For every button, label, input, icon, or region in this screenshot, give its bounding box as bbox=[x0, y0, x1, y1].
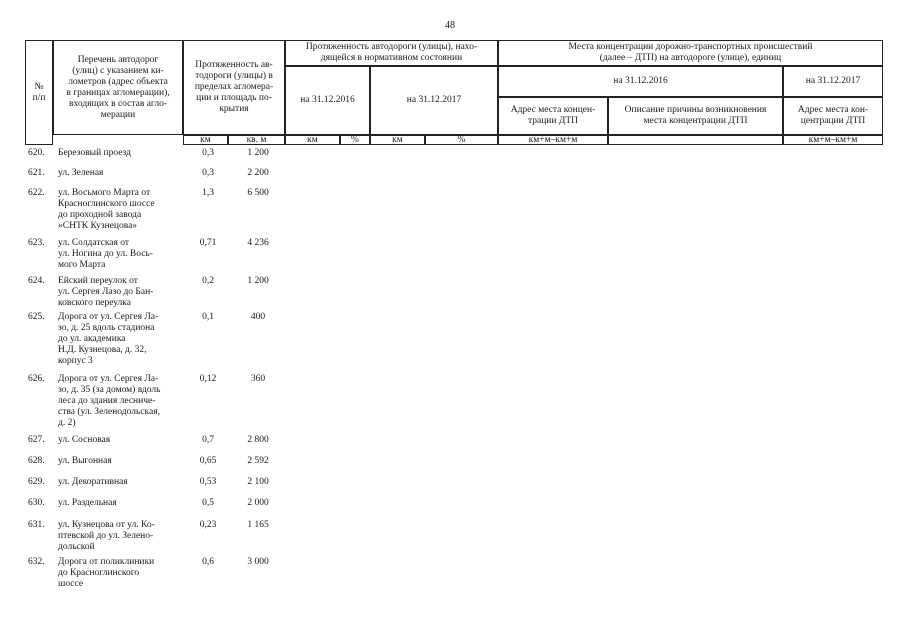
row-number: 631. bbox=[28, 520, 45, 530]
row-number: 627. bbox=[28, 435, 45, 445]
row-number: 621. bbox=[28, 168, 45, 178]
row-length-km: 0,5 bbox=[202, 498, 214, 508]
row-road-name: ул. Зеленая bbox=[58, 168, 104, 178]
header-normative: Протяженность автодороги (улицы), нахо- дящейся в нормативном состоянии bbox=[285, 40, 498, 66]
header-num: № п/п bbox=[25, 40, 53, 145]
row-road-name: ул. Восьмого Марта от Красноглинского шоссе до проходной завода «СНТК Кузнецова» bbox=[58, 188, 155, 231]
header-address-2016: Адрес места концен- трации ДТП bbox=[498, 97, 608, 135]
row-number: 624. bbox=[28, 276, 45, 286]
unit-blank-2016 bbox=[608, 135, 783, 145]
unit-km-2017: км bbox=[370, 135, 425, 145]
row-length-km: 0,6 bbox=[202, 557, 214, 567]
header-dtp-2017: на 31.12.2017 bbox=[783, 66, 883, 97]
row-length-km: 0,2 bbox=[202, 276, 214, 286]
row-number: 628. bbox=[28, 456, 45, 466]
row-road-name: Березовый проезд bbox=[58, 148, 131, 158]
row-road-name: Дорога от ул. Сергея Ла- зо, д. 35 (за домом) вдоль леса до здания лесниче- ства (ул. Зеленодольская, д. 2) bbox=[58, 374, 161, 428]
row-length-km: 0,53 bbox=[199, 477, 217, 487]
row-number: 620. bbox=[28, 148, 45, 158]
unit-kmm-2017: км+м–км+м bbox=[783, 135, 883, 145]
row-road-name: Дорога от поликлиники до Красноглинского шоссе bbox=[58, 557, 155, 589]
row-road-name: ул. Раздельная bbox=[58, 498, 117, 508]
unit-sqm: кв. м bbox=[228, 135, 285, 145]
row-number: 632. bbox=[28, 557, 45, 567]
row-area-sqm: 2 200 bbox=[247, 168, 269, 178]
row-area-sqm: 2 592 bbox=[247, 456, 269, 466]
row-area-sqm: 4 236 bbox=[247, 238, 269, 248]
row-road-name: ул. Кузнецова от ул. Ко- птевской до ул. Зелено- дольской bbox=[58, 520, 155, 552]
row-number: 623. bbox=[28, 238, 45, 248]
row-road-name: ул. Выгонная bbox=[58, 456, 112, 466]
row-length-km: 0,7 bbox=[202, 435, 214, 445]
page-number: 48 bbox=[445, 20, 455, 31]
header-normative-2017: на 31.12.2017 bbox=[370, 66, 498, 135]
unit-pct-2016: % bbox=[340, 135, 370, 145]
row-area-sqm: 6 500 bbox=[247, 188, 269, 198]
row-area-sqm: 1 200 bbox=[247, 276, 269, 286]
row-length-km: 0,23 bbox=[199, 520, 217, 530]
row-area-sqm: 2 800 bbox=[247, 435, 269, 445]
header-description-2016: Описание причины возникновения места концентрации ДТП bbox=[608, 97, 783, 135]
row-length-km: 0,71 bbox=[199, 238, 217, 248]
unit-km-2016: км bbox=[285, 135, 340, 145]
unit-km: км bbox=[183, 135, 228, 145]
row-road-name: Ейский переулок от ул. Сергея Лазо до Бан- ковского переулка bbox=[58, 276, 154, 308]
header-dtp-2016: на 31.12.2016 bbox=[498, 66, 783, 97]
row-number: 629. bbox=[28, 477, 45, 487]
row-length-km: 0,65 bbox=[199, 456, 217, 466]
row-length-km: 0,3 bbox=[202, 168, 214, 178]
row-area-sqm: 2 000 bbox=[247, 498, 269, 508]
row-road-name: Дорога от ул. Сергея Ла- зо, д. 25 вдоль стадиона до ул. академика Н.Д. Кузнецова, д. 32, корпус 3 bbox=[58, 312, 159, 366]
row-length-km: 0,1 bbox=[202, 312, 214, 322]
header-address-2017: Адрес места кон- центрации ДТП bbox=[783, 97, 883, 135]
header-length: Протяженность ав- тодороги (улицы) в пределах агломера- ции и площадь по- крытия bbox=[183, 40, 285, 135]
header-normative-2016: на 31.12.2016 bbox=[285, 66, 370, 135]
row-number: 626. bbox=[28, 374, 45, 384]
row-length-km: 0,12 bbox=[199, 374, 217, 384]
row-length-km: 1,3 bbox=[202, 188, 214, 198]
row-number: 630. bbox=[28, 498, 45, 508]
row-road-name: ул. Солдатская от ул. Ногина до ул. Вось- мого Марта bbox=[58, 238, 153, 270]
row-area-sqm: 3 000 bbox=[247, 557, 269, 567]
row-number: 625. bbox=[28, 312, 45, 322]
row-area-sqm: 400 bbox=[250, 312, 266, 322]
row-length-km: 0,3 bbox=[202, 148, 214, 158]
header-dtp: Места концентрации дорожно-транспортных происшествий (далее – ДТП) на автодороге (улице), единиц bbox=[498, 40, 883, 66]
unit-pct-2017: % bbox=[425, 135, 498, 145]
unit-kmm-2016: км+м–км+м bbox=[498, 135, 608, 145]
row-road-name: ул. Декоративная bbox=[58, 477, 128, 487]
row-area-sqm: 360 bbox=[250, 374, 266, 384]
header-road-list: Перечень автодорог (улиц) с указанием ки- лометров (адрес объекта в границах агломерации), входящих в состав агло- мерации bbox=[53, 40, 183, 135]
row-area-sqm: 1 165 bbox=[247, 520, 269, 530]
row-number: 622. bbox=[28, 188, 45, 198]
row-area-sqm: 2 100 bbox=[247, 477, 269, 487]
row-road-name: ул. Сосновая bbox=[58, 435, 111, 445]
row-area-sqm: 1 200 bbox=[247, 148, 269, 158]
